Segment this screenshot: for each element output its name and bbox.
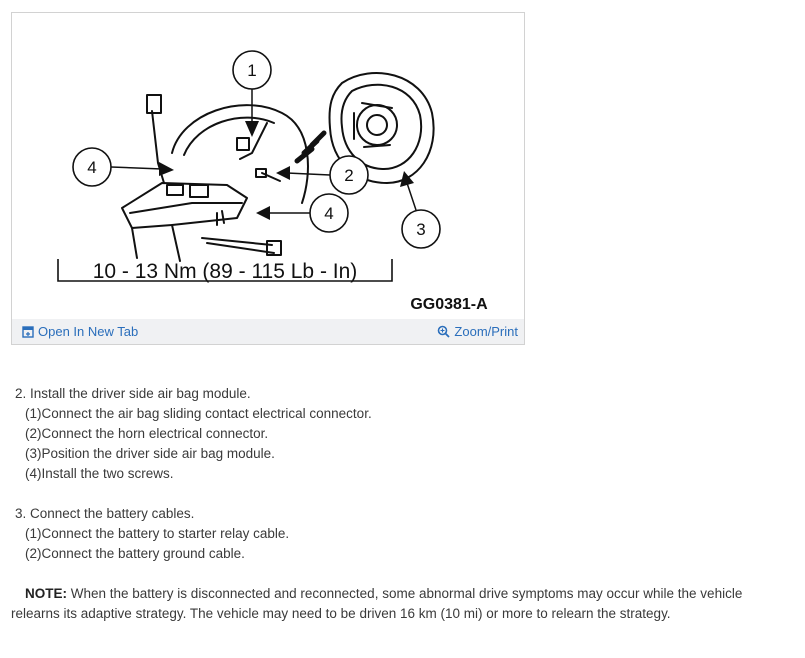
list-item: (2)Connect the horn electrical connector.: [25, 426, 269, 441]
airbag-installation-diagram: [12, 13, 524, 318]
step-title: 3. Connect the battery cables.: [15, 506, 195, 521]
zoom-print-label: Zoom/Print: [454, 324, 518, 339]
magnifier-icon: [437, 325, 450, 338]
svg-text:4: 4: [324, 204, 334, 223]
callout-3: [400, 171, 440, 248]
step-3: [11, 504, 791, 564]
figure-toolbar: [12, 319, 524, 344]
callout-4-right: [256, 194, 348, 232]
svg-text:4: 4: [87, 158, 97, 177]
zoom-print-link[interactable]: [437, 324, 518, 339]
torque-spec-box: [58, 259, 392, 283]
list-item: (2)Connect the battery ground cable.: [25, 546, 245, 561]
step-2: [11, 384, 791, 484]
svg-text:1: 1: [247, 61, 257, 80]
open-in-new-tab-icon: [22, 326, 34, 338]
open-in-new-tab-link[interactable]: [22, 324, 138, 339]
step-title: 2. Install the driver side air bag module.: [15, 386, 251, 401]
list-item: (1)Connect the air bag sliding contact electrical connector.: [25, 406, 372, 421]
callout-1: [233, 51, 271, 137]
list-item: (1)Connect the battery to starter relay cable.: [25, 526, 290, 541]
open-in-new-tab-label: Open In New Tab: [38, 324, 139, 339]
steering-wheel-rim: [172, 105, 308, 203]
callout-2: [276, 156, 368, 194]
note-text: When the battery is disconnected and reconnected, some abnormal drive symptoms may occur while the vehicle relearns its adaptive strategy. The vehicle may need to be driven 16 km (10 mi) or more to relearn the strategy.: [11, 586, 743, 621]
figure-card: [11, 12, 525, 345]
torque-spec-text: 10 - 13 Nm (89 - 115 Lb - In): [92, 260, 358, 283]
note-label: NOTE:: [25, 586, 67, 601]
figure-code: GG0381-A: [410, 296, 488, 313]
instructions: [11, 384, 791, 624]
list-item: (4)Install the two screws.: [25, 466, 174, 481]
list-item: (3)Position the driver side air bag module.: [25, 446, 275, 461]
steering-column: [122, 183, 247, 228]
note: [11, 584, 791, 624]
svg-text:2: 2: [344, 166, 354, 185]
svg-text:3: 3: [416, 220, 426, 239]
